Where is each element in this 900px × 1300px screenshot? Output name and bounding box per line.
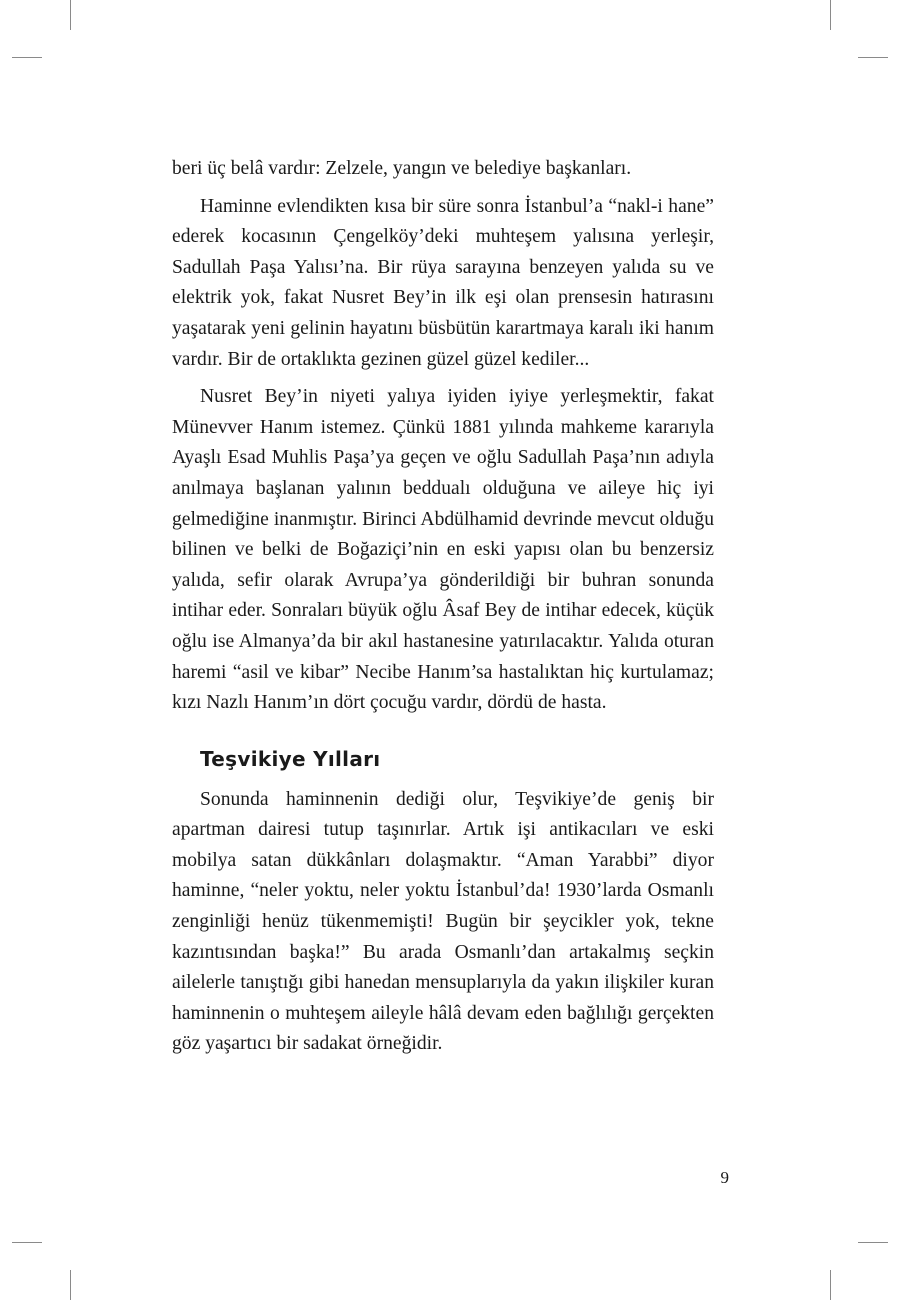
crop-mark-top-right xyxy=(830,0,831,30)
crop-mark-left-top xyxy=(12,57,42,58)
paragraph-tesvikiye: Sonunda haminnenin dediği olur, Teşvikiye’de geniş bir apartman dairesi tutup taşınırlar. Artık işi antikacıları ve eski mobilya satan dükkânları dolaşmaktır. “Aman Yarabbi” diyor haminne, “neler yoktu, neler yoktu İstanbul’da! 1930’larda Osmanlı zenginliği henüz tükenmemişti! Bugün bir şeycikler yok, tekne kazıntısından başka!” Bu arada Osmanlı’dan artakalmış seçkin ailelerle tanıştığı gibi hanedan mensuplarıyla da yakın ilişkiler kuran haminnenin o muhteşem aileyle hâlâ devam eden bağlılığı gerçekten göz yaşartıcı bir sadakat örneğidir. xyxy=(172,788,714,1055)
page-body xyxy=(172,154,714,1060)
crop-mark-bottom-right xyxy=(830,1270,831,1300)
paragraph-yali: Haminne evlendikten kısa bir süre sonra İstanbul’a “nakl-i hane” ederek kocasının Çengelköy’deki muhteşem yalısına yerleşir, Sadullah Paşa Yalısı’na. Bir rüya sarayına benzeyen yalıda su ve elektrik yok, fakat Nusret Bey’in ilk eşi olan prensesin hatırasını yaşatarak yeni gelinin hayatını büsbütün karartmaya karalı iki hanım vardır. Bir de ortaklıkta gezinen güzel güzel kediler... xyxy=(172,195,714,370)
crop-mark-right-top xyxy=(858,57,888,58)
crop-mark-top-left xyxy=(70,0,71,30)
paragraph-continuation: beri üç belâ vardır: Zelzele, yangın ve belediye başkanları. xyxy=(172,158,632,179)
crop-mark-left-bottom xyxy=(12,1242,42,1243)
crop-mark-right-bottom xyxy=(858,1242,888,1243)
paragraph-curse: Nusret Bey’in niyeti yalıya iyiden iyiye yerleşmektir, fakat Münevver Hanım istemez. Çünkü 1881 yılında mahkeme kararıyla Ayaşlı Esad Muhlis Paşa’ya geçen ve oğlu Sadullah Paşa’nın adıyla anılmaya başlanan yalının beddualı olduğuna ve aileye hiç iyi gelmediğine inanmıştır. Birinci Abdülhamid devrinde mevcut olduğu bilinen ve belki de Boğaziçi’nin en eski yapısı olan bu benzersiz yalıda, sefir olarak Avrupa’ya gönderildiği bir buhran sonunda intihar eder. Sonraları büyük oğlu Âsaf Bey de intihar edecek, küçük oğlu ise Almanya’da bir akıl hastanesine yatırılacaktır. Yalıda oturan haremi “asil ve kibar” Necibe Hanım’sa hastalıktan hiç kurtulamaz; kızı Nazlı Hanım’ın dört çocuğu vardır, dördü de hasta. xyxy=(172,386,714,714)
page-number: 9 xyxy=(720,1168,729,1187)
section-heading: Teşvikiye Yılları xyxy=(200,746,381,771)
crop-mark-bottom-left xyxy=(70,1270,71,1300)
